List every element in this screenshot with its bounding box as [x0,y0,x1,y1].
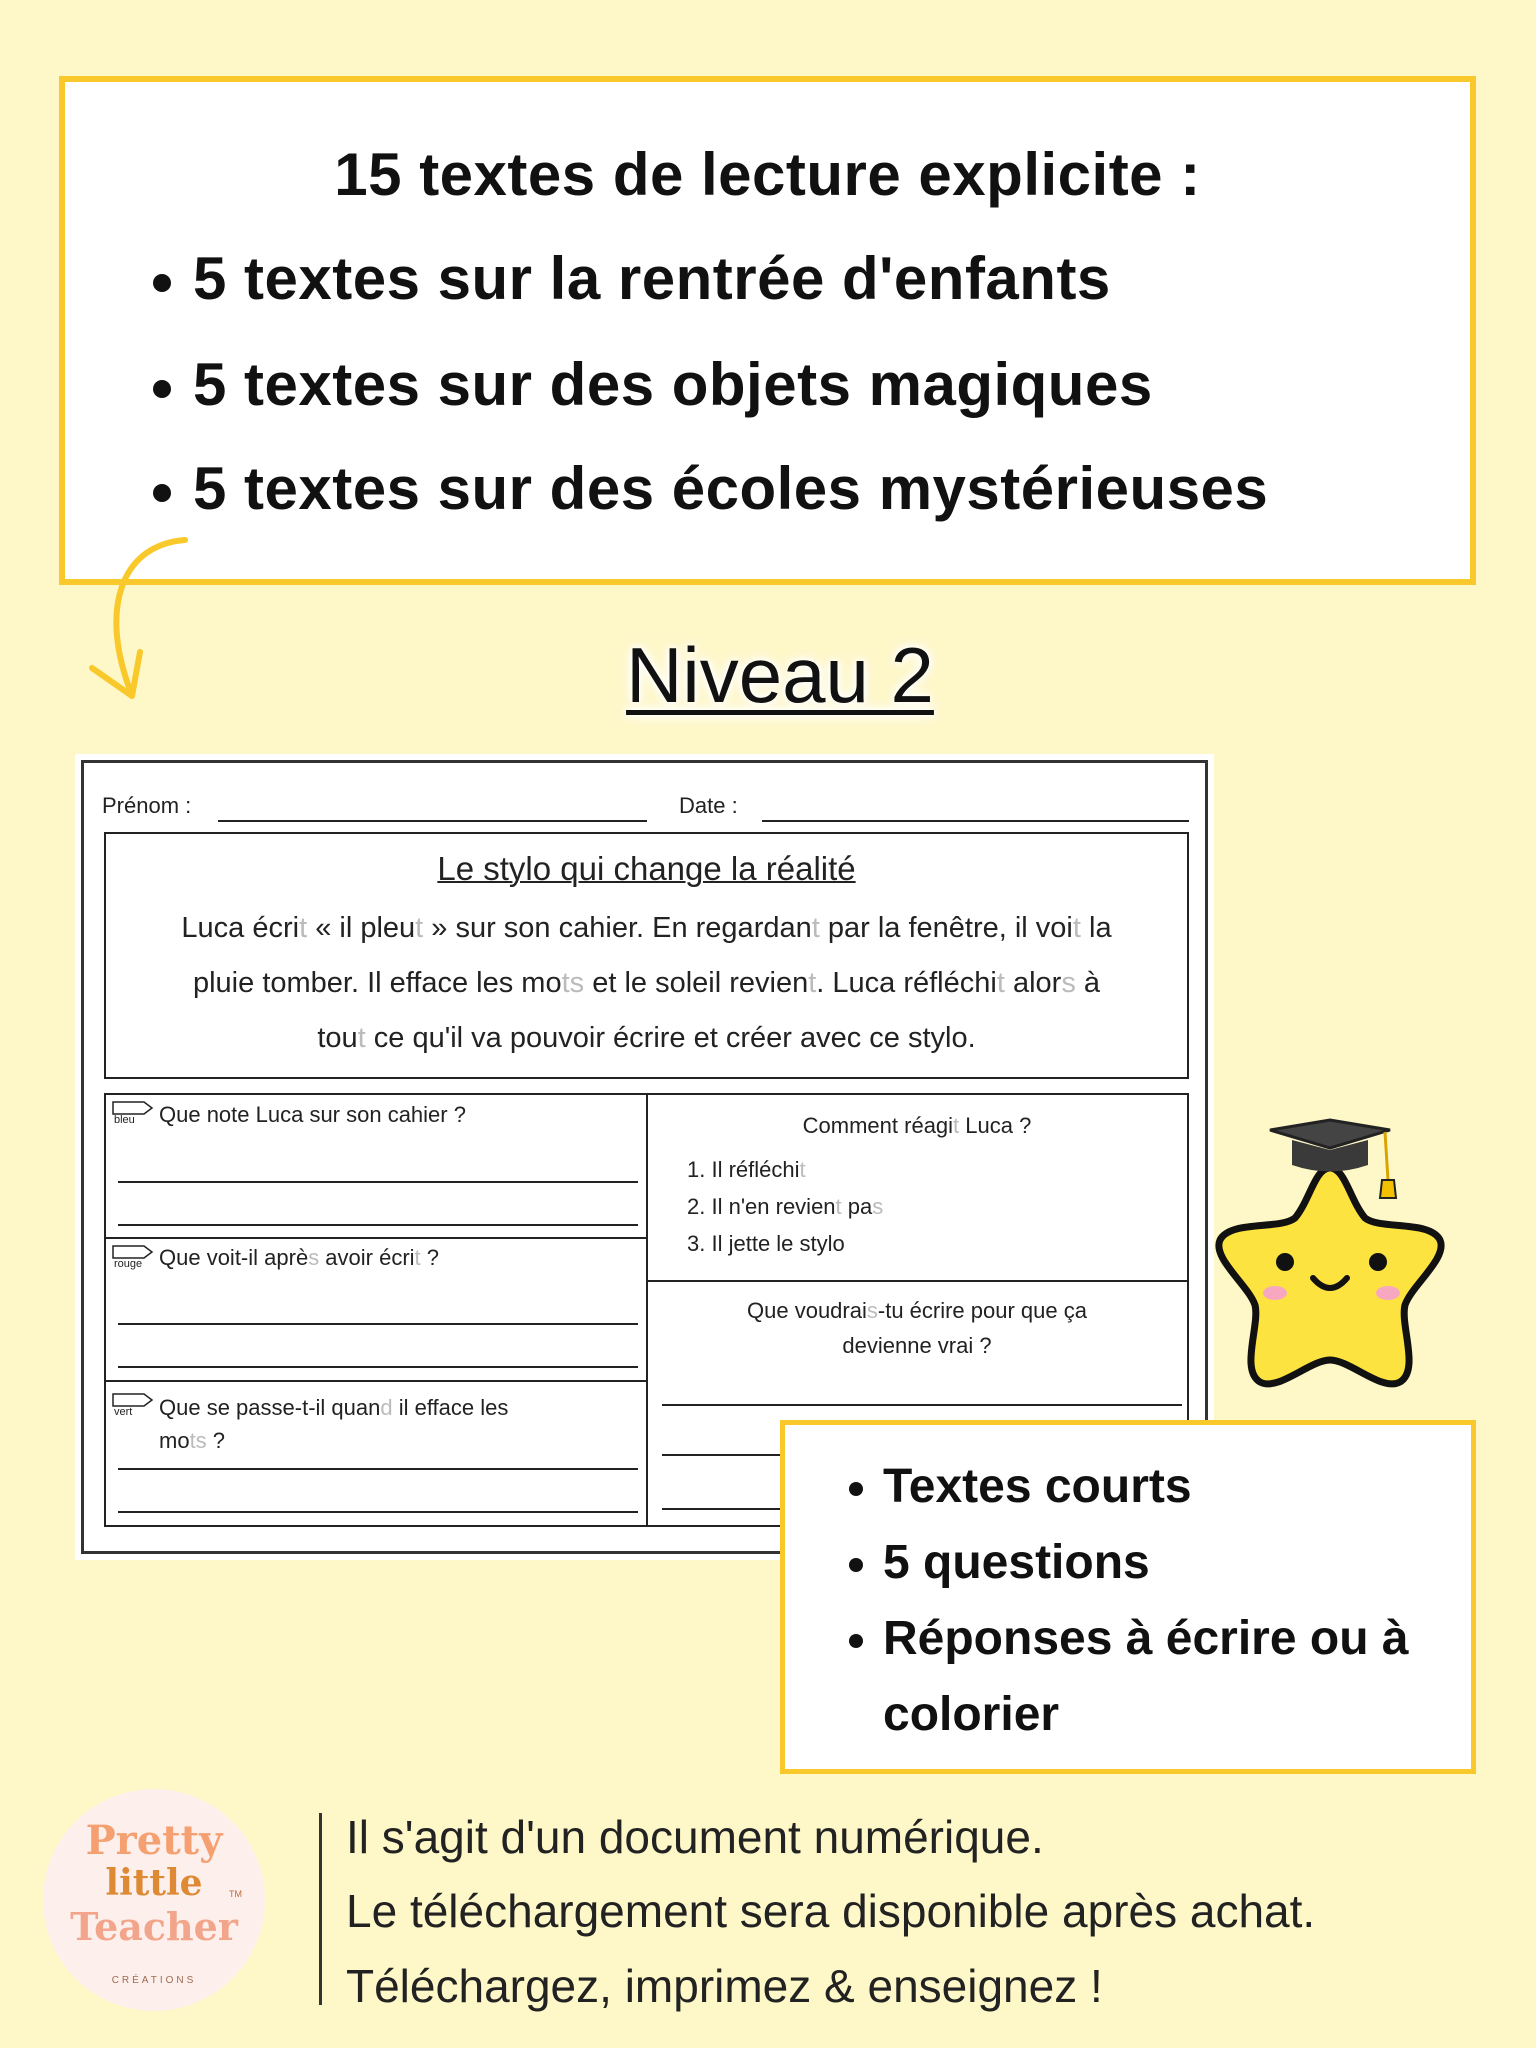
text-segment: et le soleil revien [584,967,809,999]
text-segment: à [1075,967,1100,999]
curved-arrow-icon [80,530,200,710]
mc-option[interactable] [687,1190,883,1223]
text-segment: -tu écrire pour que ça [877,1298,1087,1323]
logo-tm: TM [229,1889,242,1899]
option-number: 3. [687,1231,706,1256]
silent-letter: ts [561,967,585,999]
footer-line: Téléchargez, imprimez & enseignez ! [346,1960,1103,2012]
text-segment: Que voudrai [747,1298,867,1323]
option-text [711,1231,844,1256]
feature-item [849,1459,1192,1514]
text-segment: « il pleu [307,912,416,944]
answer-line[interactable] [118,1366,638,1368]
option-text [711,1194,883,1219]
features-box [780,1420,1476,1774]
footer-divider [319,1813,322,2005]
bullet-text: 5 textes sur des écoles mystérieuses [193,455,1269,522]
bullet-icon [849,1558,863,1572]
text-segment: Il réfléchi [711,1157,800,1182]
feature-text: 5 questions [883,1536,1150,1589]
summary-title: 15 textes de lecture explicite : [334,141,1201,208]
text-segment: mo [159,1428,190,1453]
footer-line: Il s'agit d'un document numérique. [346,1811,1044,1863]
silent-letter: t [414,1245,421,1270]
brand-logo [43,1789,265,2011]
feature-item [849,1535,1150,1590]
silent-letter: s [308,1245,320,1270]
text-line [106,967,1187,1000]
date-line [762,820,1189,822]
silent-letter: t [799,1157,806,1182]
text-segment: par la fenêtre, il voi [819,912,1073,944]
question-text [159,1424,225,1457]
silent-letter: d [380,1395,393,1420]
bullet-icon [153,274,171,292]
pencil-icon [112,1245,154,1271]
answer-line[interactable] [118,1468,638,1470]
silent-letter: t [996,967,1005,999]
summary-bullet [153,350,1153,419]
text-segment: tou [317,1022,358,1054]
text-segment: la [1080,912,1112,944]
logo-line: Pretty [85,1817,223,1864]
pencil-icon [112,1101,154,1127]
logo-line: Teacher [70,1904,238,1949]
text-line [106,912,1187,945]
silent-letter: t [415,912,424,944]
logo-line: little [105,1862,203,1904]
text-segment: pluie tomber. Il efface les mo [192,967,562,999]
silent-letter: ts [189,1428,207,1453]
text-title: Le stylo qui change la réalité [437,850,856,887]
color-label: vert [114,1406,133,1418]
feature-text: Textes courts [883,1460,1192,1513]
option-number: 1. [687,1157,706,1182]
color-label: bleu [114,1114,135,1126]
silent-letter: t [299,912,308,944]
name-label: Prénom : [102,793,192,818]
summary-bullet [153,454,1268,523]
text-segment: Luca ? [959,1113,1032,1138]
bullet-text: 5 textes sur la rentrée d'enfants [193,245,1111,312]
option-text [711,1157,805,1182]
bullet-text: 5 textes sur des objets magiques [193,351,1153,418]
logo-sub: CRÉATIONS [111,1975,197,1986]
bullet-icon [153,484,171,502]
open-question [647,1294,1187,1327]
feature-item [849,1611,1409,1666]
silent-letter: t [808,967,817,999]
pencil-icon [112,1393,154,1419]
text-line [106,1022,1187,1055]
mc-question [647,1109,1187,1142]
silent-letter: t [1072,912,1081,944]
name-line [218,820,647,822]
date-label: Date : [679,793,738,818]
text-segment: . Luca réfléchi [816,967,997,999]
silent-letter: t [357,1022,366,1054]
level-heading: Niveau 2 [626,631,934,719]
answer-line[interactable] [662,1404,1182,1406]
summary-bullet [153,244,1111,313]
text-segment: Que voit-il aprè [159,1245,309,1270]
text-segment: avoir écri [319,1245,415,1270]
text-segment: Que se passe-t-il quan [159,1395,381,1420]
question-text [159,1391,508,1424]
silent-letter: t [953,1113,960,1138]
question-text [159,1241,439,1274]
answer-line[interactable] [118,1224,638,1226]
text-segment: Il n'en revien [711,1194,836,1219]
mc-option[interactable] [687,1227,845,1260]
option-number: 2. [687,1194,706,1219]
silent-letter: t [811,912,820,944]
text-segment: » sur son cahier. En regardan [423,912,812,944]
bullet-icon [849,1482,863,1496]
text-segment: alor [1004,967,1062,999]
text-segment: pa [841,1194,873,1219]
text-segment: il efface les [392,1395,509,1420]
text-segment: devienne vrai ? [842,1333,992,1358]
silent-letter: t [835,1194,842,1219]
color-label: rouge [114,1258,143,1270]
answer-line[interactable] [118,1181,638,1183]
silent-letter: s [866,1298,878,1323]
text-segment: ? [420,1245,440,1270]
open-question [647,1329,1187,1362]
reading-text-box [104,832,1189,1079]
text-segment: ? [206,1428,226,1453]
summary-box [59,76,1476,585]
footer-line: Le téléchargement sera disponible après achat. [346,1885,1316,1937]
bullet-icon [849,1634,863,1648]
text-segment: Comment réagi [802,1113,954,1138]
mc-option[interactable] [687,1153,806,1186]
answer-line[interactable] [118,1511,638,1513]
feature-text: Réponses à écrire ou à [883,1612,1409,1665]
star-mascot-icon [1200,1110,1470,1400]
text-segment: Il jette le stylo [711,1231,845,1256]
answer-line[interactable] [118,1323,638,1325]
feature-item: colorier [883,1688,1060,1741]
text-segment: Que note Luca sur son cahier ? [159,1102,466,1127]
text-segment: Luca écri [181,912,300,944]
text-segment: ce qu'il va pouvoir écrire et créer avec ce stylo. [365,1022,976,1054]
silent-letter: s [872,1194,884,1219]
bullet-icon [153,380,171,398]
silent-letter: s [1061,967,1076,999]
question-text [159,1098,466,1131]
